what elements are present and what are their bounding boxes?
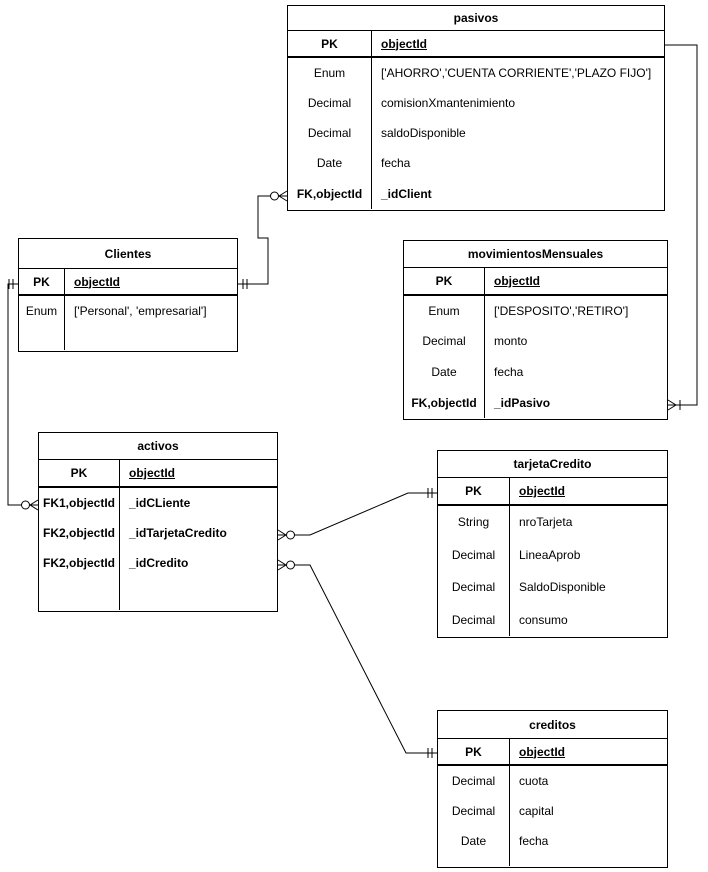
column-divider — [64, 269, 65, 350]
attribute-key: FK1,objectId — [42, 496, 115, 510]
attribute-key: Date — [431, 364, 457, 379]
attribute-row — [404, 356, 667, 387]
attribute-name: _idPasivo — [494, 395, 551, 410]
column-divider — [119, 460, 120, 610]
attribute-name: objectId — [519, 744, 566, 759]
attribute-name: fecha — [494, 364, 524, 379]
entity-activos[interactable] — [38, 432, 278, 612]
attribute-row-pk — [39, 460, 277, 488]
attribute-row — [39, 548, 277, 578]
attribute-key: Enum — [313, 66, 346, 80]
attribute-key: Decimal — [451, 804, 496, 818]
attribute-row — [438, 603, 667, 636]
attribute-key: Date — [316, 156, 343, 170]
attribute-row-pk — [404, 268, 667, 296]
entity-title: creditos — [438, 711, 667, 739]
attribute-row — [404, 296, 667, 326]
attribute-key: Decimal — [451, 547, 496, 562]
attribute-name: _idTarjetaCredito — [129, 526, 227, 540]
relationship-activos-tarjetaCredito[interactable] — [278, 488, 437, 540]
attribute-name: _idCLiente — [129, 496, 191, 510]
attribute-key: PK — [465, 744, 482, 759]
attribute-name: nroTarjeta — [519, 515, 573, 529]
attribute-row-pk — [19, 269, 237, 296]
attribute-row — [288, 88, 664, 118]
attribute-row — [288, 148, 664, 178]
entity-title: pasivos — [288, 6, 664, 31]
attribute-name: _idCredito — [129, 556, 189, 570]
attribute-key: PK — [33, 274, 50, 289]
attribute-key: FK,objectId — [411, 395, 477, 410]
attribute-name: objectId — [74, 274, 121, 289]
attribute-name: capital — [519, 804, 554, 818]
attribute-key: String — [457, 515, 490, 529]
attribute-key: PK — [321, 36, 338, 51]
attribute-name: ['DESPOSITO','RETIRO'] — [494, 304, 629, 318]
column-divider — [484, 268, 485, 418]
attribute-name: objectId — [129, 466, 176, 480]
attribute-key: Decimal — [307, 126, 352, 140]
attribute-name: objectId — [494, 274, 541, 288]
attribute-name: cuota — [519, 774, 549, 788]
entity-attribute-list — [438, 478, 667, 636]
attribute-row — [288, 178, 664, 209]
attribute-key: FK,objectId — [296, 186, 363, 201]
attribute-name: objectId — [519, 484, 566, 498]
relationship-pasivos-movimientosMensuales[interactable] — [665, 45, 697, 410]
attribute-row — [438, 766, 667, 796]
attribute-row-pk — [288, 31, 664, 58]
column-divider — [509, 739, 510, 866]
attribute-row — [288, 58, 664, 88]
relationship-line[interactable] — [278, 565, 437, 753]
entity-title: Clientes — [19, 239, 237, 269]
attribute-name: saldoDisponible — [381, 126, 466, 140]
attribute-key: Enum — [25, 304, 58, 318]
relationship-activos-creditos[interactable] — [278, 560, 437, 758]
column-divider — [371, 31, 372, 209]
attribute-key: PK — [435, 274, 453, 288]
attribute-name: comisionXmantenimiento — [381, 96, 516, 110]
relationship-line[interactable] — [238, 196, 287, 284]
attribute-key: Decimal — [307, 96, 352, 110]
column-divider — [509, 478, 510, 636]
attribute-row — [404, 387, 667, 418]
attribute-name: SaldoDisponible — [519, 580, 606, 594]
entity-title: tarjetaCredito — [438, 451, 667, 478]
attribute-row-pk — [438, 478, 667, 506]
entity-Clientes[interactable] — [18, 238, 238, 352]
attribute-name: monto — [494, 334, 528, 348]
attribute-key: PK — [70, 466, 88, 480]
entity-movimientosMensuales[interactable] — [403, 240, 668, 420]
entity-attribute-list — [19, 269, 237, 350]
attribute-key: Enum — [428, 304, 460, 318]
attribute-row — [438, 506, 667, 538]
attribute-name: objectId — [381, 36, 428, 51]
attribute-key: FK2,objectId — [42, 556, 115, 570]
attribute-key: Decimal — [451, 612, 496, 627]
attribute-name: LineaAprob — [519, 547, 581, 562]
attribute-name: ['AHORRO','CUENTA CORRIENTE','PLAZO FIJO'] — [381, 66, 652, 80]
entity-attribute-list — [438, 739, 667, 866]
attribute-key: PK — [465, 484, 482, 498]
attribute-name: consumo — [519, 612, 568, 627]
entity-attribute-list — [404, 268, 667, 418]
attribute-row — [404, 326, 667, 356]
relationship-line[interactable] — [665, 45, 697, 405]
attribute-row — [39, 488, 277, 518]
attribute-row-pk — [438, 739, 667, 766]
attribute-key: Decimal — [451, 774, 496, 788]
entity-attribute-list — [288, 31, 664, 209]
attribute-key: Decimal — [422, 334, 466, 348]
attribute-name: _idClient — [381, 186, 432, 201]
attribute-row — [39, 518, 277, 548]
entity-attribute-list — [39, 460, 277, 610]
attribute-row — [438, 538, 667, 571]
attribute-row — [438, 796, 667, 826]
entity-title: movimientosMensuales — [404, 241, 667, 268]
entity-creditos[interactable] — [437, 710, 668, 868]
attribute-row — [438, 571, 667, 603]
attribute-name: fecha — [519, 834, 549, 848]
attribute-row — [19, 296, 237, 326]
attribute-key: Decimal — [451, 580, 496, 594]
attribute-key: Date — [460, 834, 487, 848]
attribute-name: fecha — [381, 156, 411, 170]
attribute-key: FK2,objectId — [42, 526, 115, 540]
entity-pasivos[interactable] — [287, 5, 665, 211]
attribute-name: ['Personal', 'empresarial'] — [74, 304, 207, 318]
relationship-line[interactable] — [278, 493, 437, 535]
entity-title: activos — [39, 433, 277, 460]
entity-tarjetaCredito[interactable] — [437, 450, 668, 638]
relationship-Clientes-pasivos[interactable] — [238, 191, 287, 289]
attribute-row — [438, 826, 667, 856]
attribute-row — [288, 118, 664, 148]
